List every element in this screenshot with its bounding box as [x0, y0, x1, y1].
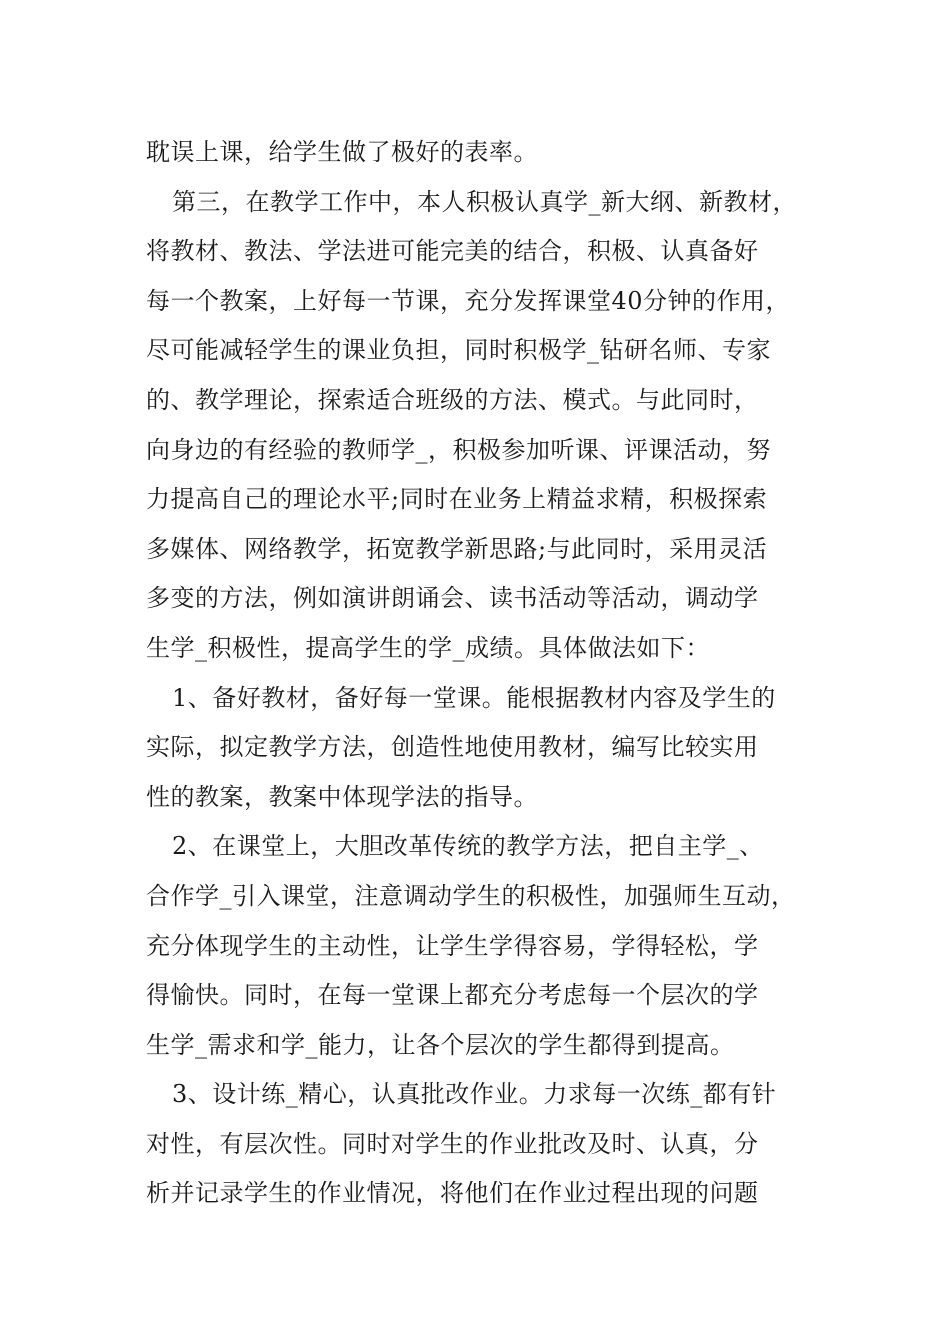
text-line: 力提高自己的理论水平;同时在业务上精益求精，积极探索	[146, 485, 768, 514]
text-line: 1、备好教材，备好每一堂课。能根据教材内容及学生的	[172, 683, 776, 712]
text-line: 将教材、教法、学法进可能完美的结合，积极、认真备好	[146, 237, 759, 266]
text-line: 对性，有层次性。同时对学生的作业批改及时、认真，分	[146, 1129, 759, 1158]
text-line: 性的教案，教案中体现学法的指导。	[146, 782, 538, 811]
text-line: 生学_需求和学_能力，让各个层次的学生都得到提高。	[146, 1030, 735, 1059]
text-line: 生学_积极性，提高学生的学_成绩。具体做法如下：	[146, 633, 710, 662]
text-line: 多变的方法，例如演讲朗诵会、读书活动等活动，调动学	[146, 584, 759, 613]
text-line: 充分体现学生的主动性，让学生学得容易，学得轻松，学	[146, 931, 759, 960]
text-line: 2、在课堂上，大胆改革传统的教学方法，把自主学_、	[172, 832, 764, 861]
text-line: 3、设计练_精心，认真批改作业。力求每一次练_都有针	[172, 1080, 777, 1109]
text-line: 实际，拟定教学方法，创造性地使用教材，编写比较实用	[146, 733, 759, 762]
text-line: 耽误上课，给学生做了极好的表率。	[146, 138, 538, 166]
text-line: 多媒体、网络教学，拓宽教学新思路;与此同时，采用灵活	[146, 534, 768, 563]
text-line: 第三，在教学工作中，本人积极认真学_新大纲、新教材，	[172, 187, 797, 216]
text-line: 得愉快。同时，在每一堂课上都充分考虑每一个层次的学	[146, 981, 759, 1010]
text-line: 尽可能减轻学生的课业负担，同时积极学_钻研名师、专家	[146, 336, 771, 365]
text-line: 的、教学理论，探索适合班级的方法、模式。与此同时，	[146, 385, 759, 414]
document-body	[146, 128, 836, 1219]
text-line: 合作学_引入课堂，注意调动学生的积极性，加强师生互动，	[146, 881, 796, 910]
text-line: 析并记录学生的作业情况，将他们在作业过程出现的问题	[146, 1179, 759, 1208]
text-line: 向身边的有经验的教师学_，积极参加听课、评课活动，努	[146, 435, 771, 464]
text-line: 每一个教案，上好每一节课，充分发挥课堂40分钟的作用，	[146, 286, 791, 315]
